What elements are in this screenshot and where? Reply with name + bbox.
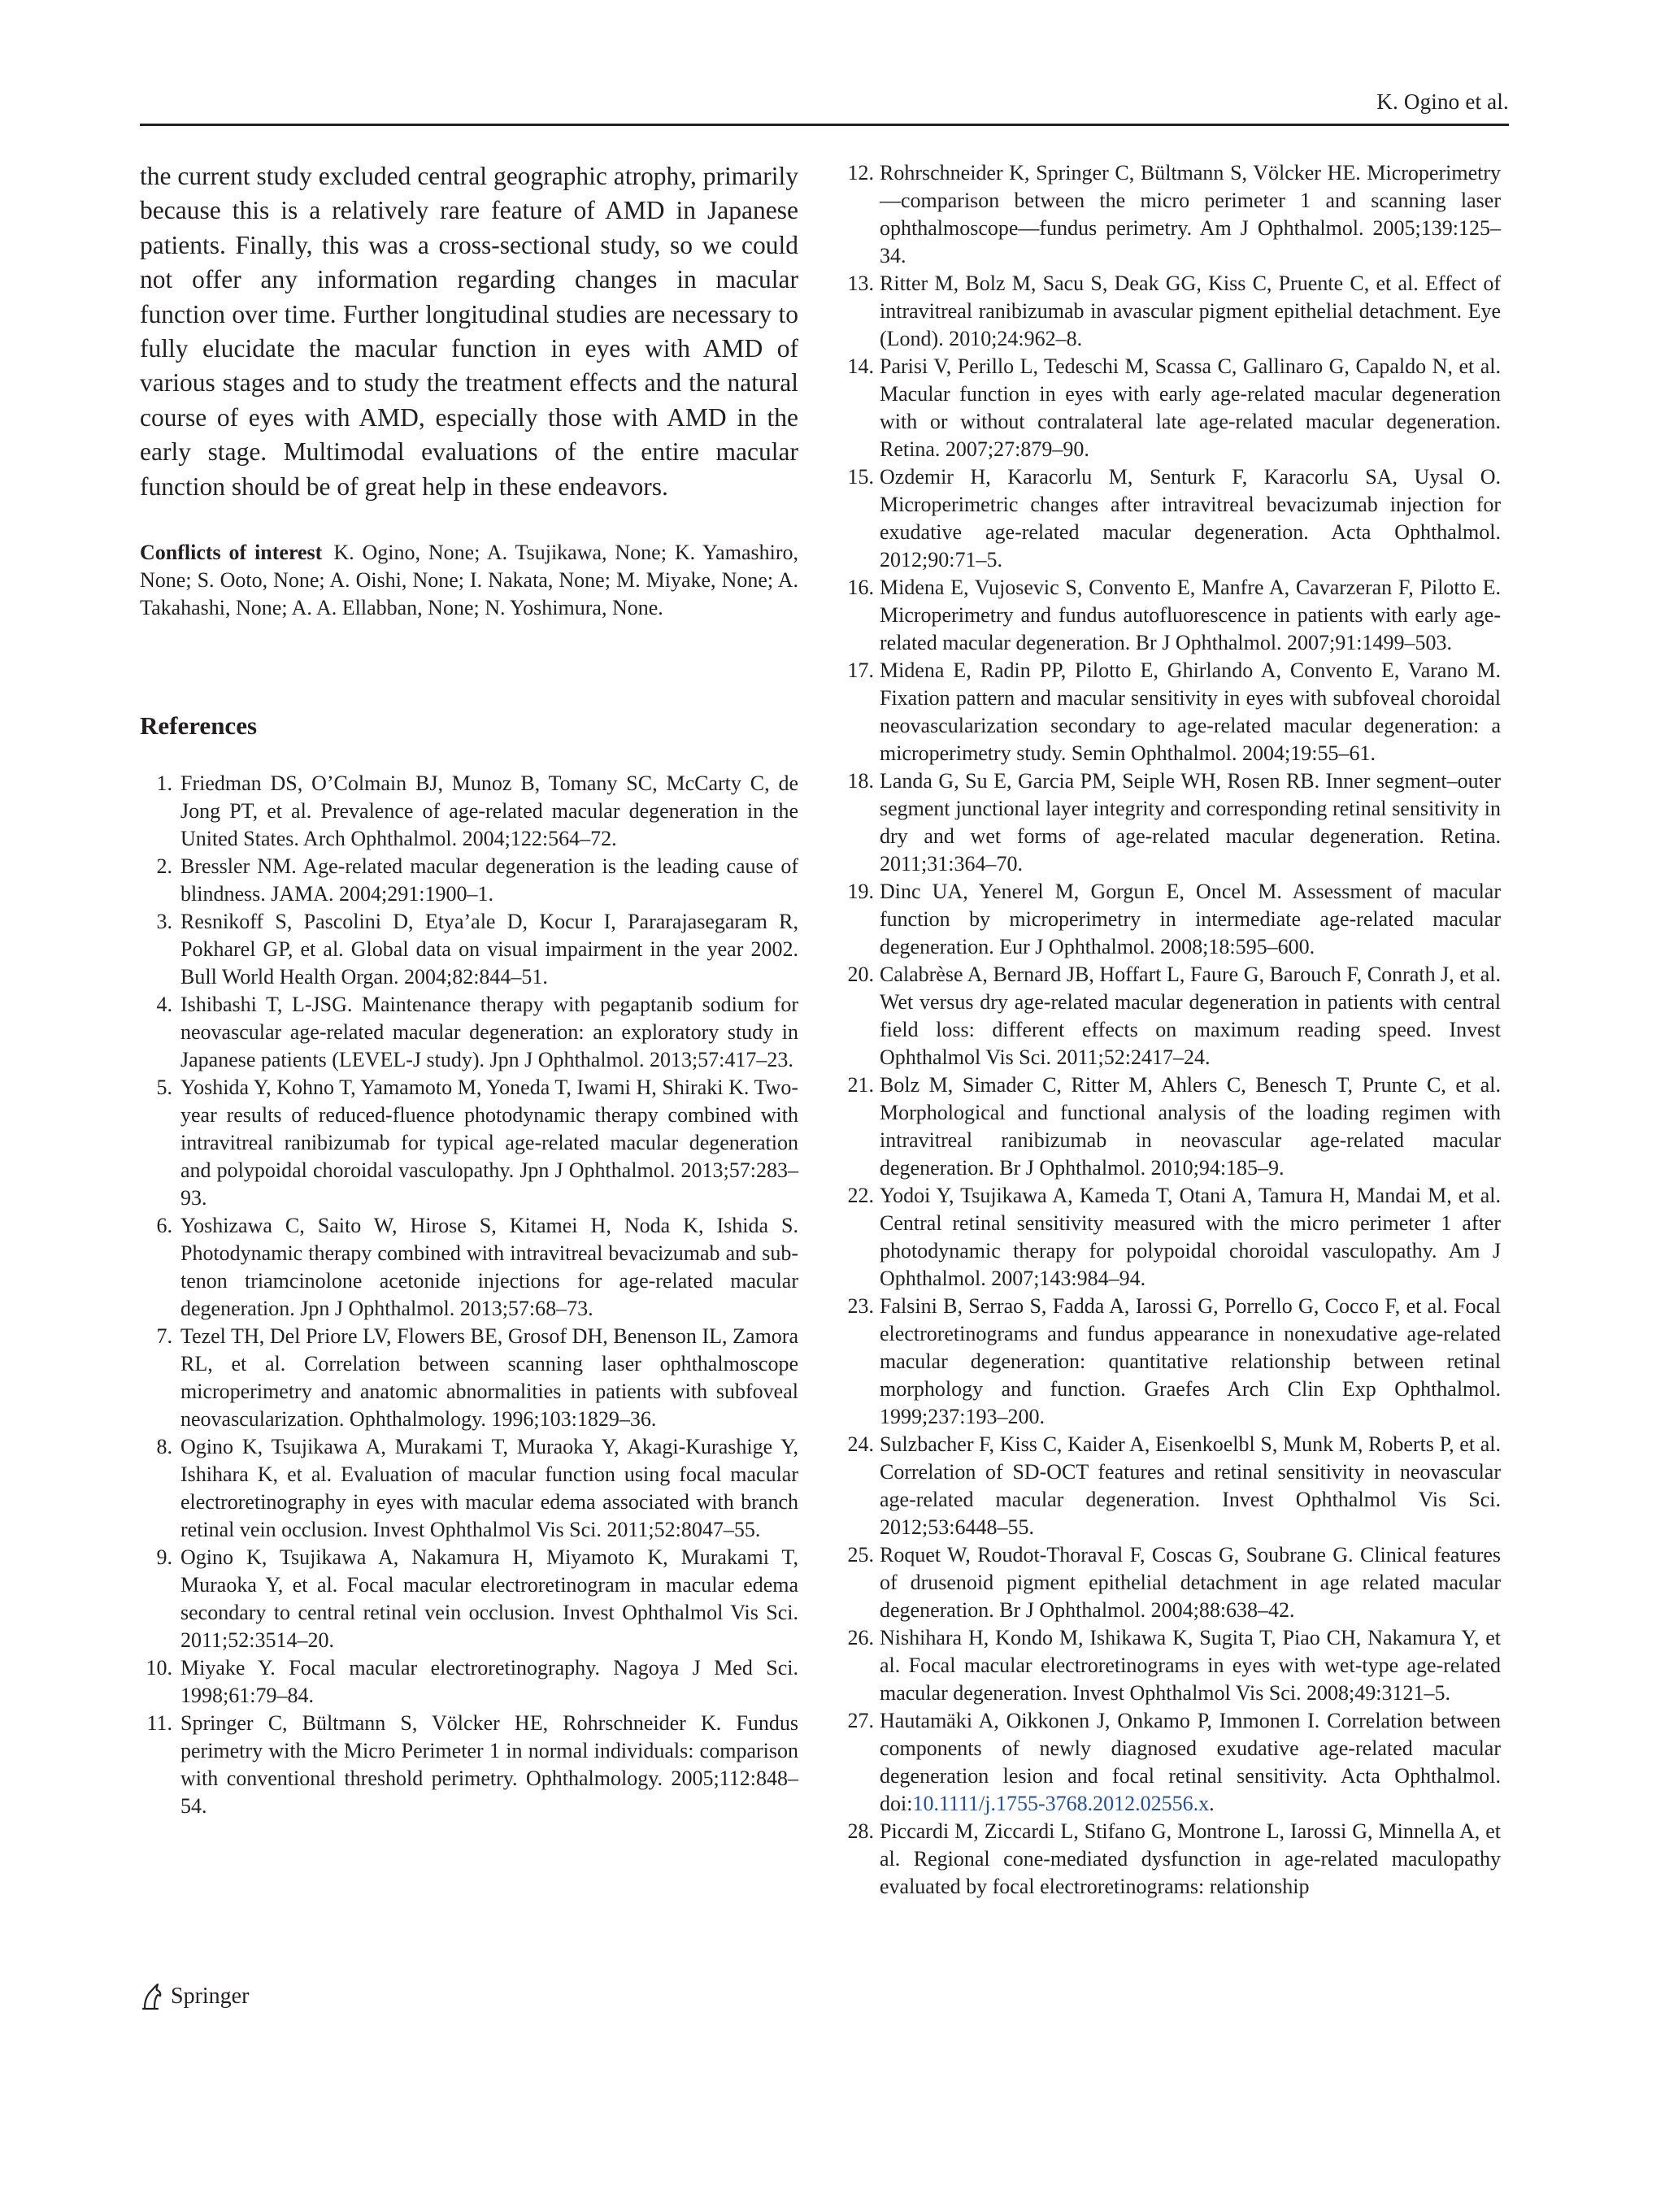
reference-item: 22. Yodoi Y, Tsujikawa A, Kameda T, Otani A, Tamura H, Mandai M, et al. Central retinal sensitivity measured with the micro perimeter 1 after photodynamic therapy for polypoidal choroidal vasculopathy. Am J Ophthalmol. 2007;143:984–94.: [847, 1184, 1501, 1290]
reference-item: 24. Sulzbacher F, Kiss C, Kaider A, Eisenkoelbl S, Munk M, Roberts P, et al. Correlation of SD-OCT features and retinal sensitivity in neovascular age-related macular degeneration. Invest Ophthalmol Vis Sci. 2012;53:6448–55.: [847, 1432, 1501, 1539]
reference-item: 28. Piccardi M, Ziccardi L, Stifano G, Montrone L, Iarossi G, Minnella A, et al. Regional cone-mediated dysfunction in age-related maculopathy evaluated by focal electroretinograms: relationship: [847, 1819, 1501, 1898]
reference-item: 4. Ishibashi T, L-JSG. Maintenance therapy with pegaptanib sodium for neovascular age-related macular degeneration: an exploratory study in Japanese patients (LEVEL-J study). Jpn J Ophthalmol. 2013;57:417–23.: [156, 993, 798, 1072]
reference-item: 10. Miyake Y. Focal macular electroretinography. Nagoya J Med Sci. 1998;61:79–84.: [146, 1656, 798, 1708]
reference-item: 8. Ogino K, Tsujikawa A, Murakami T, Muraoka Y, Akagi-Kurashige Y, Ishihara K, et al. Evaluation of macular function using focal macular electroretinography in eyes with macular edema associated with branch retinal vein occlusion. Invest Ophthalmol Vis Sci. 2011;52:8047–55.: [156, 1435, 798, 1542]
reference-item: 9. Ogino K, Tsujikawa A, Nakamura H, Miyamoto K, Murakami T, Muraoka Y, et al. Focal macular electroretinogram in macular edema secondary to central retinal vein occlusion. Invest Ophthalmol Vis Sci. 2011;52:3514–20.: [156, 1545, 798, 1653]
reference-item: 7. Tezel TH, Del Priore LV, Flowers BE, Grosof DH, Benenson IL, Zamora RL, et al. Correlation between scanning laser ophthalmoscope microperimetry and anatomic abnormalities in patients with subfoveal neovascularization. Ophthalmology. 1996;103:1829–36.: [156, 1324, 798, 1432]
doi-link[interactable]: 10.1111/j.1755-3768.2012.02556.x: [912, 1792, 1210, 1815]
reference-item: 17. Midena E, Radin PP, Pilotto E, Ghirlando A, Convento E, Varano M. Fixation pattern and macular sensitivity in eyes with subfoveal choroidal neovascularization secondary to age-related macular degeneration: a microperimetry study. Semin Ophthalmol. 2004;19:55–61.: [847, 658, 1501, 765]
reference-item: 19. Dinc UA, Yenerel M, Gorgun E, Oncel M. Assessment of macular function by microperimetry in intermediate age-related macular degeneration. Eur J Ophthalmol. 2008;18:595–600.: [847, 880, 1501, 958]
publisher-name: Springer: [171, 1984, 250, 2009]
reference-item: 20. Calabrèse A, Bernard JB, Hoffart L, Faure G, Barouch F, Conrath J, et al. Wet versus dry age-related macular degeneration in patients with central field loss: different effects on maximum reading speed. Invest Ophthalmol Vis Sci. 2011;52:2417–24.: [847, 963, 1501, 1069]
reference-item: 15. Ozdemir H, Karacorlu M, Senturk F, Karacorlu SA, Uysal O. Microperimetric changes after intravitreal bevacizumab injection for exudative age-related macular degeneration. Acta Ophthalmol. 2012;90:71–5.: [847, 465, 1501, 571]
conflicts-text: K. Ogino, None; A. Tsujikawa, None; K. Yamashiro, None; S. Ooto, None; A. Oishi, None; I. Nakata, None; M. Miyake, None; A. Takahashi, None; A. A. Ellabban, None; N. Yoshimura, None.: [140, 541, 798, 620]
reference-item: 11. Springer C, Bültmann S, Völcker HE, Rohrschneider K. Fundus perimetry with the Micro Perimeter 1 in normal individuals: comparison with conventional threshold perimetry. Ophthalmology. 2005;112:848–54.: [146, 1711, 798, 1819]
reference-item: 12. Rohrschneider K, Springer C, Bültmann S, Völcker HE. Microperimetry—comparison between the micro perimeter 1 and scanning laser ophthalmoscope—fundus perimetry. Am J Ophthalmol. 2005;139:125–34.: [847, 161, 1501, 267]
reference-item: 18. Landa G, Su E, Garcia PM, Seiple WH, Rosen RB. Inner segment–outer segment junctional layer integrity and corresponding retinal sensitivity in dry and wet forms of age-related macular degeneration. Retina. 2011;31:364–70.: [847, 769, 1501, 876]
reference-item: 27. Hautamäki A, Oikkonen J, Onkamo P, Immonen I. Correlation between components of newly diagnosed exudative age-related macular degeneration lesion and focal retinal sensitivity. Acta Ophthalmol. doi:10.1111/j.1755-3768.2012.02556.x.: [847, 1709, 1501, 1815]
reference-item: 26. Nishihara H, Kondo M, Ishikawa K, Sugita T, Piao CH, Nakamura Y, et al. Focal macular electroretinograms in eyes with wet-type age-related macular degeneration. Invest Ophthalmol Vis Sci. 2008;49:3121–5.: [847, 1626, 1501, 1705]
reference-item: 1. Friedman DS, O’Colmain BJ, Munoz B, Tomany SC, McCarty C, de Jong PT, et al. Prevalence of age-related macular degeneration in the United States. Arch Ophthalmol. 2004;122:564–72.: [156, 771, 798, 851]
reference-item: 25. Roquet W, Roudot-Thoraval F, Coscas G, Soubrane G. Clinical features of drusenoid pigment epithelial detachment in age related macular degeneration. Br J Ophthalmol. 2004;88:638–42.: [847, 1543, 1501, 1622]
reference-item: 23. Falsini B, Serrao S, Fadda A, Iarossi G, Porrello G, Cocco F, et al. Focal electroretinograms and fundus appearance in nonexudative age-related macular degeneration: quantitative relationship between retinal morphology and function. Graefes Arch Clin Exp Ophthalmol. 1999;237:193–200.: [847, 1294, 1501, 1428]
running-header-author: K. Ogino et al.: [1376, 89, 1509, 114]
reference-list-left: [140, 770, 798, 1820]
page-footer: [140, 1983, 249, 2010]
right-column: [841, 159, 1501, 1901]
reference-item: 21. Bolz M, Simader C, Ritter M, Ahlers C, Benesch T, Prunte C, et al. Morphological and functional analysis of the loading regimen with intravitreal ranibizumab in neovascular age-related macular degeneration. Br J Ophthalmol. 2010;94:185–9.: [847, 1073, 1501, 1180]
reference-item: 5. Yoshida Y, Kohno T, Yamamoto M, Yoneda T, Iwami H, Shiraki K. Two-year results of reduced-fluence photodynamic therapy combined with intravitreal ranibizumab for typical age-related macular degeneration and polypoidal choroidal vasculopathy. Jpn J Ophthalmol. 2013;57:283–93.: [156, 1076, 798, 1210]
conflicts-of-interest: [140, 539, 798, 622]
springer-horse-icon: [140, 1983, 164, 2010]
conflicts-heading: Conflicts of interest: [140, 541, 323, 565]
reference-item: 6. Yoshizawa C, Saito W, Hirose S, Kitamei H, Noda K, Ishida S. Photodynamic therapy combined with intravitreal bevacizumab and sub-tenon triamcinolone acetonide injections for age-related macular degeneration. Jpn J Ophthalmol. 2013;57:68–73.: [156, 1214, 798, 1321]
reference-item: 2. Bressler NM. Age-related macular degeneration is the leading cause of blindness. JAMA. 2004;291:1900–1.: [156, 854, 798, 906]
reference-item: 14. Parisi V, Perillo L, Tedeschi M, Scassa C, Gallinaro G, Capaldo N, et al. Macular function in eyes with early age-related macular degeneration with or without contralateral late age-related macular degeneration. Retina. 2007;27:879–90.: [847, 354, 1501, 461]
reference-item: 3. Resnikoff S, Pascolini D, Etya’ale D, Kocur I, Pararajasegaram R, Pokharel GP, et al. Global data on visual impairment in the year 2002. Bull World Health Organ. 2004;82:844–51.: [156, 910, 798, 989]
reference-item: 16. Midena E, Vujosevic S, Convento E, Manfre A, Cavarzeran F, Pilotto E. Microperimetry and fundus autofluorescence in patients with early age-related macular degeneration. Br J Ophthalmol. 2007;91:1499–503.: [847, 576, 1501, 654]
reference-list-right: [841, 159, 1501, 1901]
references-heading: References: [140, 711, 258, 741]
reference-item: 13. Ritter M, Bolz M, Sacu S, Deak GG, Kiss C, Pruente C, et al. Effect of intravitreal ranibizumab in avascular pigment epithelial detachment. Eye (Lond). 2010;24:962–8.: [847, 272, 1501, 350]
discussion-paragraph: the current study excluded central geographic atrophy, primarily because this is a relatively rare feature of AMD in Japanese patients. Finally, this was a cross-sectional study, so we could not offer any information regarding changes in macular function over time. Further longitudinal studies are necessary to fully elucidate the macular function in eyes with AMD of various stages and to study the treatment effects and the natural course of eyes with AMD, especially those with AMD in the early stage. Multimodal evaluations of the entire macular function should be of great help in these endeavors.: [140, 162, 798, 501]
header-rule: [140, 124, 1509, 126]
left-column: [140, 159, 798, 1820]
